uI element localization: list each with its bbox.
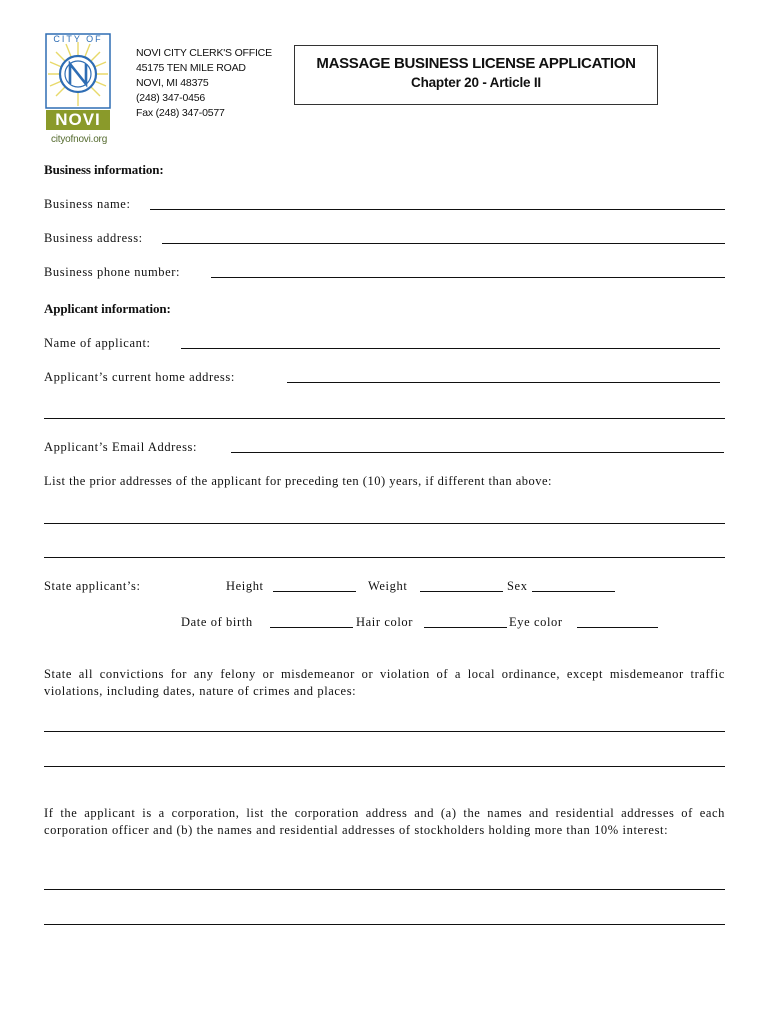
- date-of-birth-label: Date of birth: [181, 615, 253, 629]
- prior-addresses-field-line1[interactable]: [44, 523, 725, 524]
- applicant-info-heading: Applicant information:: [44, 301, 171, 316]
- business-info-heading: Business information:: [44, 162, 164, 177]
- weight-label: Weight: [368, 579, 408, 593]
- corporation-field-line1[interactable]: [44, 889, 725, 890]
- convictions-field-line2[interactable]: [44, 766, 725, 767]
- sex-label: Sex: [507, 579, 528, 593]
- sex-field[interactable]: [532, 591, 615, 592]
- corporation-field-line2[interactable]: [44, 924, 725, 925]
- corporation-instructions: If the applicant is a corporation, list the corporation address and (a) the names and residential addresses of each corporation officer and (b) the names and residential addresses of stockholders holding more than 10% interest:: [44, 806, 725, 837]
- applicant-home-address-label: Applicant’s current home address:: [44, 370, 235, 384]
- hair-color-field[interactable]: [424, 627, 507, 628]
- date-of-birth-field[interactable]: [270, 627, 353, 628]
- applicant-name-field[interactable]: [181, 348, 720, 349]
- office-city: NOVI, MI 48375: [136, 77, 209, 89]
- applicant-home-address-field[interactable]: [287, 382, 720, 383]
- logo-novi-text: NOVI: [55, 110, 101, 129]
- office-street: 45175 TEN MILE ROAD: [136, 62, 246, 74]
- form-subtitle: Chapter 20 - Article II: [411, 75, 541, 90]
- form-title-box: [294, 45, 658, 105]
- business-phone-field[interactable]: [211, 277, 725, 278]
- eye-color-field[interactable]: [577, 627, 658, 628]
- office-address-block: [136, 46, 272, 121]
- applicant-email-field[interactable]: [231, 452, 724, 453]
- height-field[interactable]: [273, 591, 356, 592]
- applicant-name-label: Name of applicant:: [44, 336, 151, 350]
- office-fax: Fax (248) 347-0577: [136, 107, 225, 119]
- prior-addresses-field-line2[interactable]: [44, 557, 725, 558]
- business-name-field[interactable]: [150, 209, 725, 210]
- logo-website-text: cityofnovi.org: [50, 134, 108, 145]
- form-title: MASSAGE BUSINESS LICENSE APPLICATION: [316, 55, 636, 72]
- logo-city-of-text: CITY OF: [53, 34, 103, 44]
- business-name-label: Business name:: [44, 197, 131, 211]
- weight-field[interactable]: [420, 591, 503, 592]
- city-of-novi-logo: [44, 32, 112, 132]
- hair-color-label: Hair color: [356, 615, 414, 629]
- convictions-field-line1[interactable]: [44, 731, 725, 732]
- eye-color-label: Eye color: [509, 615, 563, 629]
- business-address-label: Business address:: [44, 231, 143, 245]
- prior-addresses-label: List the prior addresses of the applicant for preceding ten (10) years, if different than above:: [44, 474, 553, 488]
- applicant-home-address-field-line2[interactable]: [44, 418, 725, 419]
- office-phone: (248) 347-0456: [136, 92, 206, 104]
- convictions-instructions: State all convictions for any felony or misdemeanor or violation of a local ordinance, except misdemeanor traffic violations, including dates, nature of crimes and places:: [44, 667, 725, 698]
- office-name: NOVI CITY CLERK'S OFFICE: [136, 47, 272, 59]
- height-label: Height: [226, 579, 264, 593]
- state-applicant-label: State applicant’s:: [44, 579, 141, 593]
- business-phone-label: Business phone number:: [44, 265, 181, 279]
- business-address-field[interactable]: [162, 243, 725, 244]
- applicant-email-label: Applicant’s Email Address:: [44, 440, 198, 454]
